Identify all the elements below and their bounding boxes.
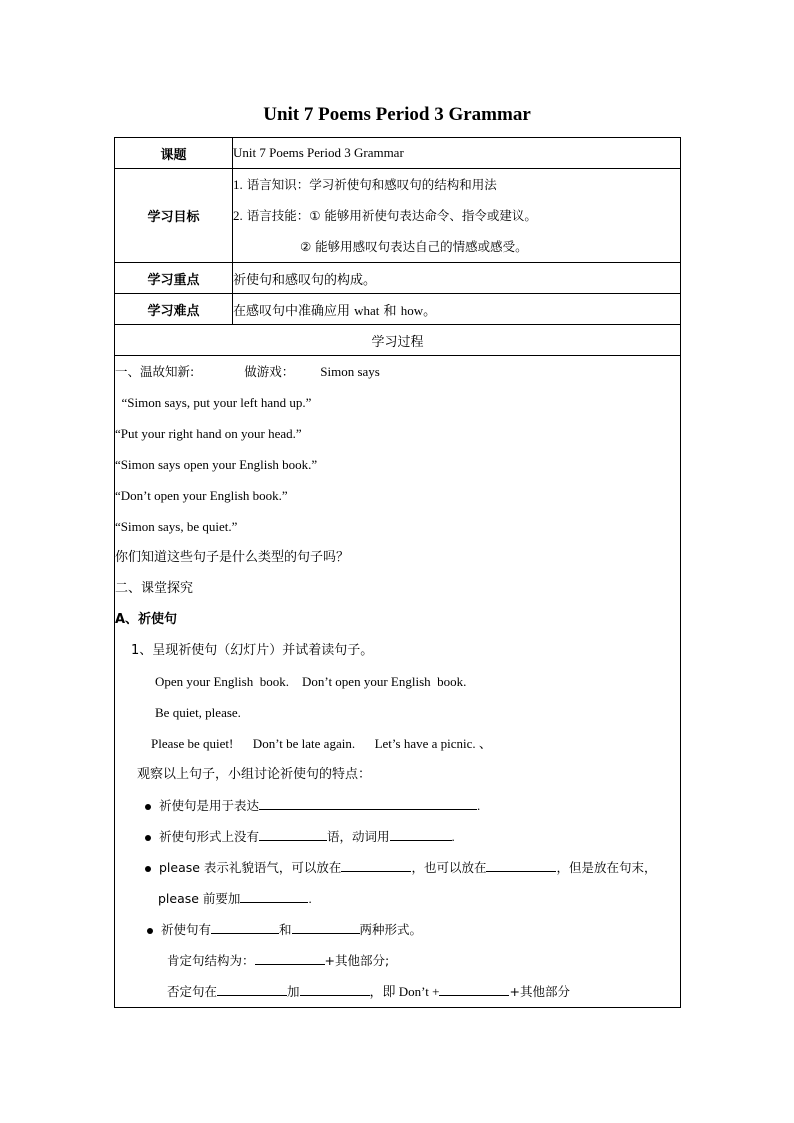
fill-blank[interactable] (259, 825, 327, 841)
difficulty-label: 学习难点 (115, 294, 233, 325)
bullet-icon (145, 804, 151, 810)
negative-structure: 否定句在 加 ，即 Don’t + +其他部分 (115, 976, 680, 1007)
goal-2: 2. 语言技能：① 能够用祈使句表达命令、指令或建议。 (233, 208, 537, 223)
fill-blank[interactable] (486, 856, 556, 872)
fill-blank[interactable] (390, 825, 452, 841)
goal-3: ② 能够用感叹句表达自己的情感或感受。 (300, 239, 528, 254)
sentence-1: “Simon says, put your left hand up.” (115, 395, 312, 410)
fill-blank[interactable] (292, 918, 360, 934)
bullet-1: 祈使句是用于表达 . (115, 790, 680, 821)
fill-blank[interactable] (217, 980, 287, 996)
sentence-3: “Simon says open your English book.” (115, 457, 318, 472)
fill-blank[interactable] (300, 980, 370, 996)
topic-value: Unit 7 Poems Period 3 Grammar (233, 138, 681, 169)
fill-blank[interactable] (439, 980, 509, 996)
key-label: 学习重点 (115, 263, 233, 294)
section-a-heading: A、祈使句 (115, 612, 178, 627)
section-2-heading: 二、课堂探究 (115, 581, 194, 596)
fill-blank[interactable] (341, 856, 411, 872)
lesson-table (114, 137, 681, 1008)
goals-cell (233, 169, 681, 263)
goal-1: 1. 语言知识：学习祈使句和感叹句的结构和用法 (233, 177, 497, 192)
bullet-3-cont: please 前要加 . (115, 883, 680, 914)
bullet-icon (147, 928, 153, 934)
fill-blank[interactable] (255, 949, 325, 965)
bullet-3: please 表示礼貌语气，可以放在 ，也可以放在 ，但是放在句末， (115, 852, 680, 883)
bullet-4: 祈使句有 和 两种形式。 (115, 914, 680, 945)
sentence-4: “Don’t open your English book.” (115, 488, 288, 503)
observe-line: 观察以上句子，小组讨论祈使句的特点： (137, 767, 372, 782)
positive-structure: 肯定句结构为： +其他部分; (115, 945, 680, 976)
example-line-1: Open your English book. Don’t open your English book. (155, 674, 467, 689)
bullet-icon (145, 835, 151, 841)
question-line: 你们知道这些句子是什么类型的句子吗？ (115, 550, 350, 565)
process-header: 学习过程 (115, 325, 681, 356)
example-line-3: Please be quiet! Don’t be late again. Let’s have a picnic. 、 (151, 736, 492, 751)
process-content (115, 356, 681, 1008)
fill-blank[interactable] (240, 887, 308, 903)
fill-blank[interactable] (211, 918, 279, 934)
example-line-2: Be quiet, please. (155, 705, 241, 720)
page-title: Unit 7 Poems Period 3 Grammar (263, 104, 531, 125)
bullet-2: 祈使句形式上没有 语，动词用 . (115, 821, 680, 852)
topic-label: 课题 (115, 138, 233, 169)
warmup-line: 一、温故知新: 做游戏： Simon says (115, 364, 380, 379)
fill-blank[interactable] (259, 794, 477, 810)
bullet-icon (145, 866, 151, 872)
sentence-2: “Put your right hand on your head.” (115, 426, 302, 441)
step-1: 1、呈现祈使句（幻灯片）并试着读句子。 (131, 643, 374, 658)
sentence-5: “Simon says, be quiet.” (115, 519, 238, 534)
key-value: 祈使句和感叹句的构成。 (233, 263, 681, 294)
difficulty-value: 在感叹句中准确应用 what 和 how。 (233, 294, 681, 325)
goals-label: 学习目标 (115, 169, 233, 263)
